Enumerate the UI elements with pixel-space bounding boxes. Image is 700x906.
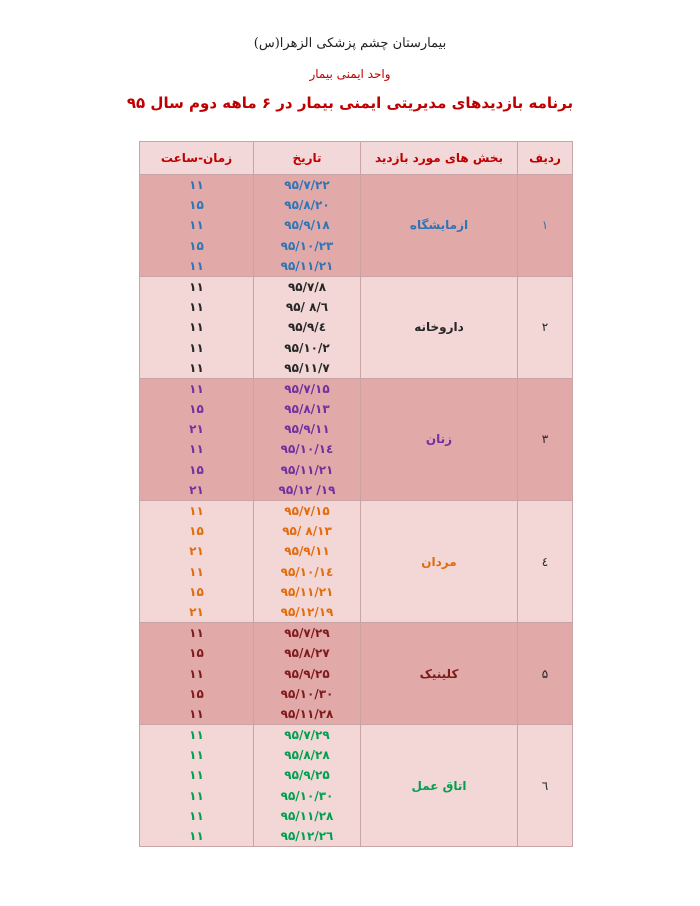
visit-date: ۹۵/۹/۱۱	[284, 544, 330, 559]
table-body	[140, 175, 573, 847]
table-row	[140, 623, 573, 725]
visit-time: ۱۵	[189, 462, 204, 477]
visit-date: ۹۵/ ۸/٦	[285, 300, 329, 315]
visit-time: ۱۵	[189, 402, 204, 417]
header-num: ردیف	[518, 142, 573, 175]
visit-date: ۹۵/۹/۲۵	[284, 768, 330, 783]
visit-time: ۱۱	[189, 300, 204, 315]
visit-date: ۹۵/۱۰/۳۰	[280, 788, 334, 803]
visit-date: ۹۵/۸/۱۳	[284, 402, 330, 417]
visit-date: ۹۵/۱۱/۲۸	[280, 808, 334, 823]
visit-time: ۲۱	[189, 422, 204, 437]
table-row	[140, 501, 573, 623]
visit-date: ۹۵/۱۰/۱٤	[280, 564, 334, 579]
table-row	[140, 175, 573, 277]
visit-date: ۹۵/۱۱/۲۸	[280, 706, 334, 721]
visit-time: ۲۱	[189, 544, 204, 559]
department-name: اتاق عمل	[361, 725, 518, 847]
page-title: برنامه بازدیدهای مدیریتی ایمنی بیمار در ۶ ماهه دوم سال ۹۵	[126, 94, 574, 112]
visit-date: ۹۵/۹/۲۵	[284, 666, 330, 681]
visit-date: ۹۵/۱۰/۱٤	[280, 442, 334, 457]
visit-time: ۱۱	[189, 829, 204, 843]
visit-time: ۲۱	[189, 482, 204, 497]
date-list	[254, 175, 361, 277]
visit-time: ۱۱	[189, 626, 204, 641]
visit-date: ۹۵/۱۱/۷	[284, 360, 330, 375]
visit-time: ۱۱	[189, 320, 204, 335]
visit-time: ۱۵	[189, 686, 204, 701]
department-name: کلینیک	[361, 623, 518, 725]
visit-time: ۱۱	[189, 504, 204, 518]
date-list	[254, 501, 361, 623]
department-name: داروخانه	[361, 276, 518, 378]
visit-date: ۹۵/۷/۱۵	[284, 381, 330, 396]
visit-date: ۹۵/۷/۲۹	[284, 728, 330, 743]
visit-time: ۱۱	[189, 748, 204, 763]
time-list	[140, 623, 254, 725]
visit-date: ۹۵/۹/۱۸	[284, 218, 330, 233]
visit-time: ۱۱	[189, 178, 204, 192]
row-number: ۲	[518, 276, 573, 378]
visit-date: ۹۵/۷/۲۹	[284, 626, 330, 641]
table-row	[140, 725, 573, 847]
unit-name: واحد ایمنی بیمار	[309, 67, 391, 81]
visit-date: ۹۵/۱۰/۳۰	[280, 686, 334, 701]
visit-time: ۱۱	[189, 706, 204, 721]
visit-date: ۹۵/۱۱/۲۱	[280, 462, 334, 477]
department-name: ازمایشگاه	[361, 175, 518, 277]
time-list	[140, 276, 254, 378]
visit-date: ۹۵/۹/٤	[287, 320, 327, 335]
table-row	[140, 378, 573, 500]
visit-time: ۱۵	[189, 524, 204, 539]
schedule-table	[139, 141, 573, 847]
visit-date: ۹۵/۱۱/۲۱	[280, 258, 334, 273]
row-number: ۱	[518, 175, 573, 277]
visit-date: ۹۵/۱۲/۱۹	[280, 604, 334, 619]
visit-time: ۱۱	[189, 340, 204, 355]
visit-date: ۹۵/۱۱/۲۱	[280, 584, 334, 599]
visit-date: ۹۵/۱۲/۲٦	[280, 829, 334, 843]
date-list	[254, 276, 361, 378]
visit-time: ۱۵	[189, 238, 204, 253]
header-row	[140, 142, 573, 175]
visit-date: ۹۵/۸/۲۷	[284, 646, 330, 661]
visit-date: ۹۵/۱۲ /۱۹	[278, 482, 336, 497]
header-date: تاریخ	[254, 142, 361, 175]
visit-date: ۹۵/ ۸/۱۳	[282, 524, 332, 539]
table-row	[140, 276, 573, 378]
visit-time: ۱۱	[189, 768, 204, 783]
visit-time: ۱۱	[189, 442, 204, 457]
visit-time: ۱۵	[189, 646, 204, 661]
row-number: ٤	[518, 501, 573, 623]
visit-time: ۱۱	[189, 218, 204, 233]
time-list	[140, 175, 254, 277]
header-dept: بخش های مورد بازدید	[361, 142, 518, 175]
visit-date: ۹۵/۷/۸	[287, 279, 327, 294]
time-list	[140, 501, 254, 623]
header-time: زمان-ساعت	[140, 142, 254, 175]
visit-time: ۱۱	[189, 258, 204, 273]
visit-time: ۱۱	[189, 808, 204, 823]
table-header	[140, 142, 573, 175]
visit-time: ۱۱	[189, 279, 204, 294]
row-number: ٦	[518, 725, 573, 847]
visit-date: ۹۵/۷/۱۵	[284, 504, 330, 518]
visit-date: ۹۵/۷/۲۲	[284, 178, 330, 192]
visit-time: ۱۱	[189, 360, 204, 375]
visit-time: ۱۵	[189, 198, 204, 213]
visit-date: ۹۵/۸/۲۸	[284, 748, 330, 763]
visit-time: ۱۱	[189, 788, 204, 803]
row-number: ۵	[518, 623, 573, 725]
visit-date: ۹۵/۹/۱۱	[284, 422, 330, 437]
row-number: ۳	[518, 378, 573, 500]
department-name: مردان	[361, 501, 518, 623]
visit-time: ۱۱	[189, 666, 204, 681]
visit-time: ۱۱	[189, 728, 204, 743]
visit-time: ۱۱	[189, 564, 204, 579]
visit-time: ۲۱	[189, 604, 204, 619]
visit-date: ۹۵/۸/۲۰	[284, 198, 330, 213]
date-list	[254, 623, 361, 725]
visit-date: ۹۵/۱۰/۲	[284, 340, 330, 355]
date-list	[254, 378, 361, 500]
time-list	[140, 378, 254, 500]
visit-time: ۱۱	[189, 381, 204, 396]
time-list	[140, 725, 254, 847]
department-name: زنان	[361, 378, 518, 500]
hospital-name: بیمارستان چشم پزشکی الزهرا(س)	[253, 36, 447, 51]
visit-date: ۹۵/۱۰/۲۳	[280, 238, 334, 253]
visit-time: ۱۵	[189, 584, 204, 599]
date-list	[254, 725, 361, 847]
